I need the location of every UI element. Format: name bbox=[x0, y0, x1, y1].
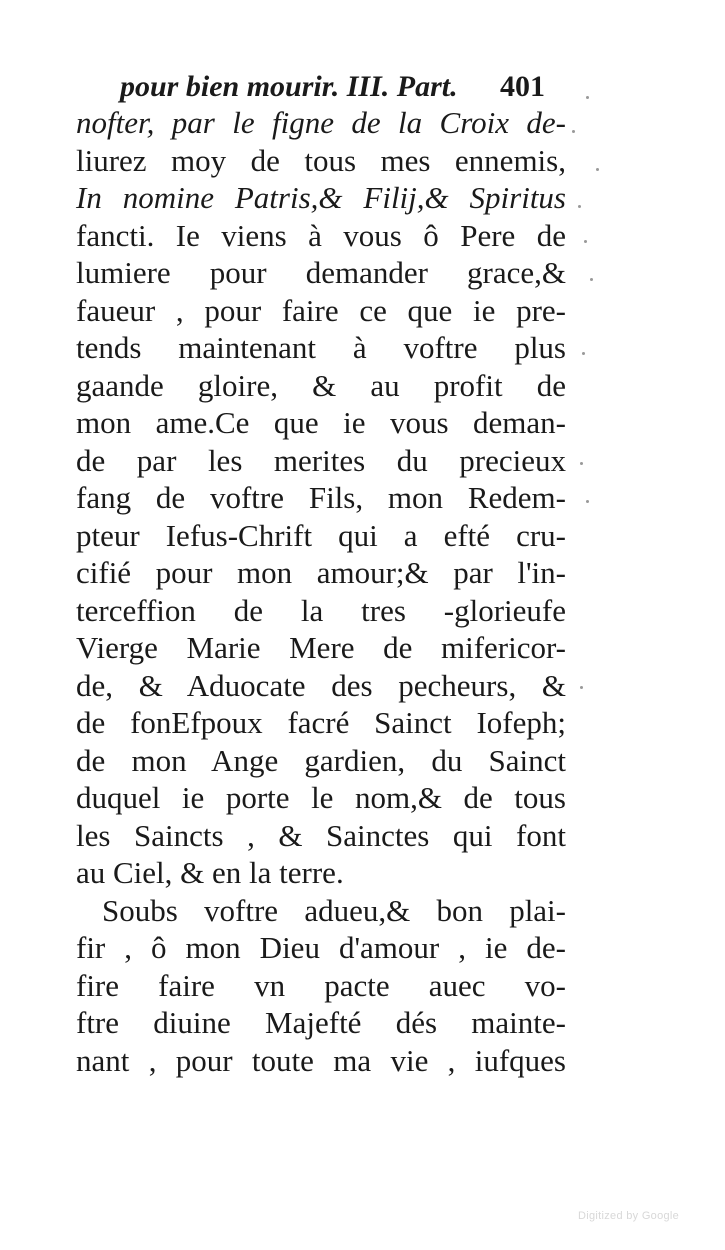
text-line: nant , pour toute ma vie , iufques bbox=[76, 1042, 566, 1078]
text-line: faueur , pour faire ce que ie pre- bbox=[76, 292, 566, 328]
text-line: In nomine Patris,& Filij,& Spiritus bbox=[76, 180, 566, 215]
text-line: de fonEfpoux facré Sainct Iofeph; bbox=[76, 705, 566, 740]
text-line: de par les merites du precieux bbox=[76, 442, 566, 478]
body-text bbox=[76, 104, 566, 1079]
text-line: de, & Aduocate des pecheurs, & bbox=[76, 667, 566, 703]
text-line: pteur Iefus-Chrift qui a efté cru- bbox=[76, 517, 566, 553]
text-line: cifié pour mon amour;& par l'in- bbox=[76, 555, 566, 590]
text-line: tends maintenant à voftre plus bbox=[76, 330, 566, 365]
text-line: lumiere pour demander grace,& bbox=[76, 255, 566, 290]
text-line: les Saincts , & Sainctes qui font bbox=[76, 817, 566, 853]
text-line: gaande gloire, & au profit de bbox=[76, 367, 566, 403]
text-line: terceffion de la tres -glorieufe bbox=[76, 592, 566, 628]
text-line: fancti. Ie viens à vous ô Pere de bbox=[76, 217, 566, 253]
text-line: mon ame.Ce que ie vous deman- bbox=[76, 405, 566, 440]
text-line: fang de voftre Fils, mon Redem- bbox=[76, 480, 566, 515]
text-line: liurez moy de tous mes ennemis, bbox=[76, 142, 566, 178]
text-line: Vierge Marie Mere de mifericor- bbox=[76, 630, 566, 665]
text-line: fir , ô mon Dieu d'amour , ie de- bbox=[76, 930, 566, 965]
text-line: fire faire vn pacte auec vo- bbox=[76, 967, 566, 1003]
text-line: Soubs voftre adueu,& bon plai- bbox=[102, 892, 566, 928]
running-head bbox=[120, 70, 560, 104]
text-line: au Ciel, & en la terre. bbox=[76, 855, 344, 890]
page-number: 401 bbox=[500, 70, 545, 103]
text-line: nofter, par le figne de la Croix de- bbox=[76, 105, 566, 140]
text-line: ftre diuine Majefté dés mainte- bbox=[76, 1005, 566, 1040]
text-line: duquel ie porte le nom,& de tous bbox=[76, 780, 566, 815]
text-line: de mon Ange gardien, du Sainct bbox=[76, 742, 566, 778]
running-head-title: pour bien mourir. III. Part. bbox=[120, 70, 458, 103]
digitization-watermark: Digitized by Google bbox=[578, 1210, 680, 1222]
